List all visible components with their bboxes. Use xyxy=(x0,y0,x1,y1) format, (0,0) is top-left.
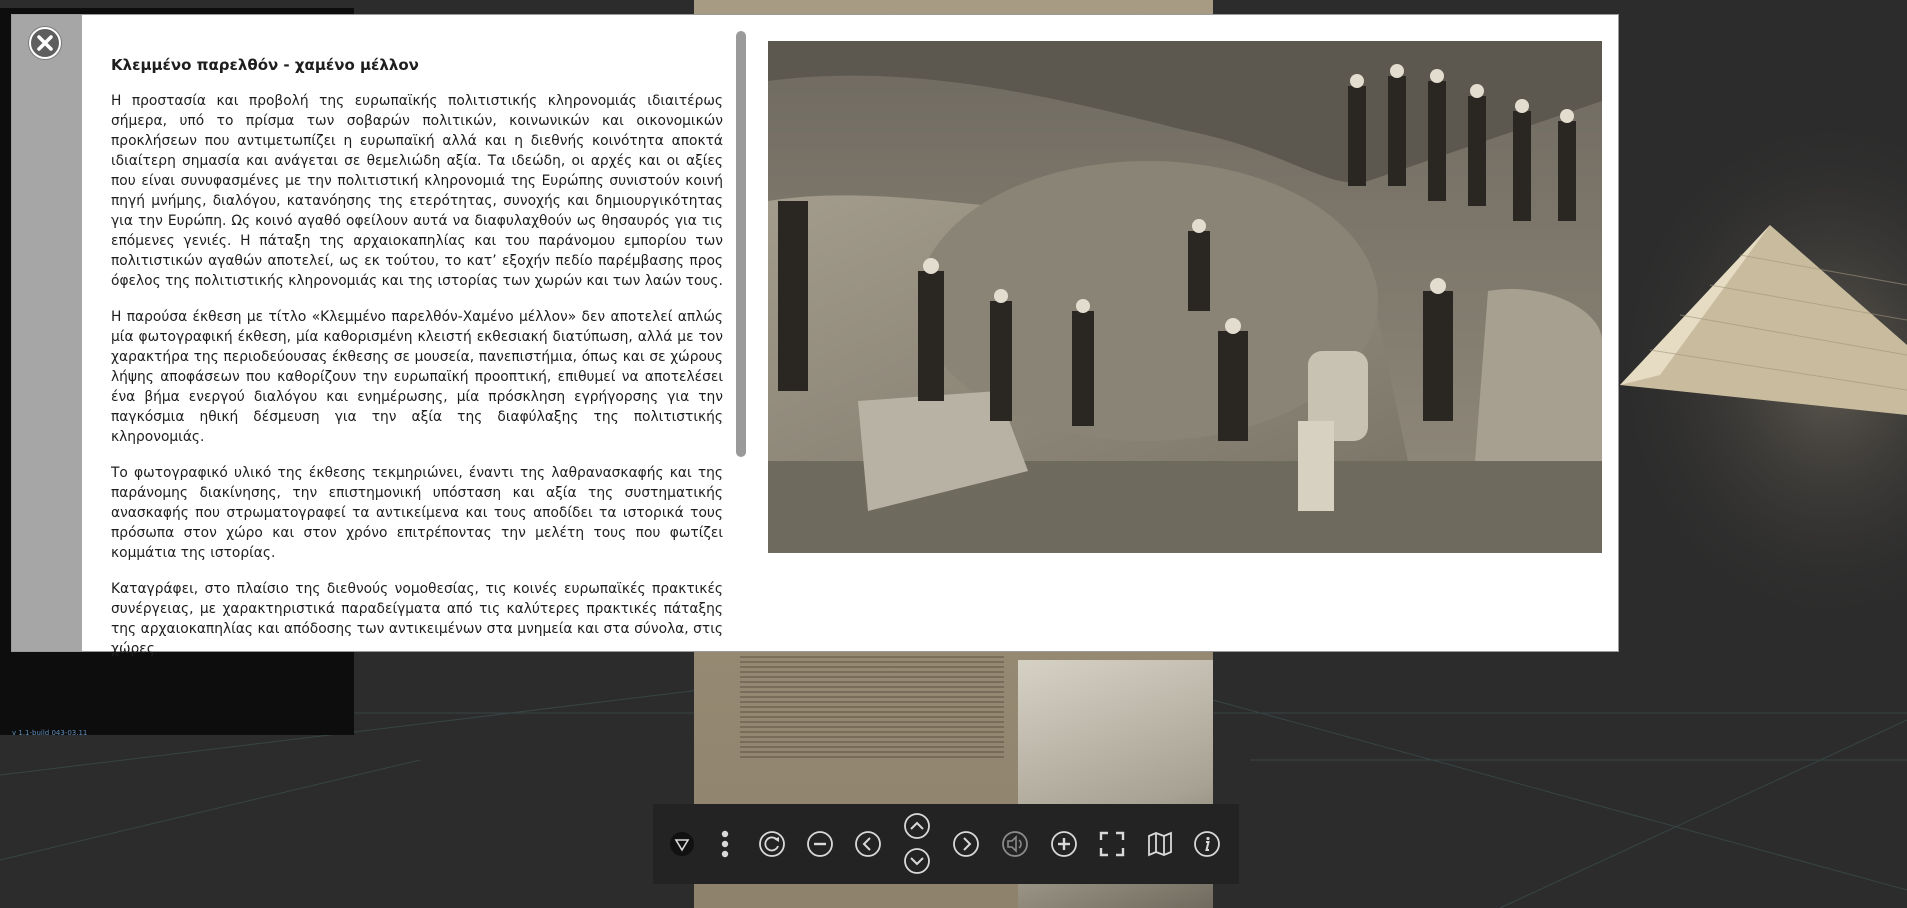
excavation-photograph xyxy=(768,41,1602,553)
chevron-right-icon xyxy=(952,830,980,858)
move-left-button[interactable] xyxy=(853,829,883,859)
zoom-out-button[interactable] xyxy=(805,829,835,859)
triangle-down-icon xyxy=(669,831,695,857)
sound-button[interactable] xyxy=(1000,829,1030,859)
zoom-in-button[interactable] xyxy=(1049,829,1079,859)
info-modal xyxy=(11,14,1619,657)
minus-circle-icon xyxy=(806,830,834,858)
modal-paragraph: Η παρούσα έκθεση με τίτλο «Κλεμμένο παρελθόν-Χαμένο μέλλον» δεν αποτελεί απλώς μία φωτογραφική έκθεση, μία καθορισμένη κλειστή εκθεσιακή διατύπωση, αλλά με τον χαρακτήρα της περιοδεύουσας έκθεσης σε μουσεία, πανεπιστήμια, όπως και σε χώρους λήψης αποφάσεων που καθορίζουν την ευρωπαϊκή προοπτική, επιθυμεί να αποτελέσει ένα βήμα ενεργού διαλόγου και ενημέρωσης, μία πρόσκληση εγρήγορσης για την παγκόσμια ηθική δέσμευση για την αξία της διαφύλαξης της πολιτιστικής κληρονομιάς. xyxy=(111,309,723,445)
scrollbar-thumb[interactable] xyxy=(736,31,746,457)
modal-paragraph: Το φωτογραφικό υλικό της έκθεσης τεκμηριώνει, έναντι της λαθρανασκαφής και της παράνομης διακίνησης, την επιστημονική υπόσταση και αξία της συστηματικής ανασκαφής που στρωματογραφεί τα αντικείμενα και τους αποδίδει τα ιστορικά τους πρόσωπα στον χώρο και στον χρόνο επιτρέποντας την μελέτη τους που φωτίζει κομμάτια της ιστορίας. xyxy=(111,465,723,561)
move-right-button[interactable] xyxy=(951,829,981,859)
wall-text-block xyxy=(740,656,1004,761)
plus-circle-icon xyxy=(1050,830,1078,858)
more-options-button[interactable] xyxy=(710,829,740,859)
modal-text-content[interactable] xyxy=(111,55,723,657)
speaker-icon xyxy=(1001,830,1029,858)
modal-paragraph: Καταγράφει, στο πλαίσιο της διεθνούς νομοθεσίας, τις κοινές ευρωπαϊκές πρακτικές συνέργειας, με χαρακτηριστικά παραδείγματα από τις καλύτερες πρακτικές πάταξης της αρχαιοκαπηλίας και απόδοσης των αντικειμένων στα μνημεία και στα σύνολα, στις χώρες xyxy=(111,581,723,657)
navigation-toolbar xyxy=(653,804,1239,884)
version-label: v 1.1-build 043-03.11 xyxy=(12,729,88,737)
chevron-left-icon xyxy=(854,830,882,858)
move-down-button[interactable] xyxy=(902,846,932,876)
modal-paragraph: Η προστασία και προβολή της ευρωπαϊκής πολιτιστικής κληρονομιάς ιδιαιτέρως σήμερα, υπό το πρίσμα των σοβαρών πολιτικών, κοινωνικών και οικονομικών προκλήσεων που αντιμετωπίζει η ευρωπαϊκή αλλά και η διεθνής κοινότητα αποκτά ιδιαίτερη σημασία και ανάγεται σε θεμελιώδη αξία. Τα ιδεώδη, οι αρχές και οι αξίες που είναι συνυφασμένες με την πολιτιστική κληρονομιά της Ευρώπης συνιστούν κοινή πηγή μνήμης, διαλόγου, κατανόησης της ετερότητας, συνοχής και δημιουργικότητας για την Ευρώπη. Ως κοινό αγαθό οφείλουν αυτά να διαφυλαχθούν ως θησαυρός για τις επόμενες γενιές. Η πάταξη της αρχαιοκαπηλίας και του παράνομου εμπορίου των πολιτιστικών αγαθών αποτελεί, ως εκ τούτου, το κατ’ εξοχήν πεδίο παρέμβασης προς όφελος της πολιτιστικής κληρονομιάς και της ιστορίας των χωρών και των λαών τους. xyxy=(111,93,723,289)
info-icon xyxy=(1193,830,1221,858)
vertical-dots-icon xyxy=(720,830,730,858)
info-button[interactable] xyxy=(1192,829,1222,859)
rotate-icon xyxy=(758,830,786,858)
modal-title: Κλεμμένο παρελθόν - χαμένο μέλλον xyxy=(111,56,419,74)
move-up-button[interactable] xyxy=(902,811,932,841)
toggle-toolbar-button[interactable] xyxy=(667,829,697,859)
chevron-down-icon xyxy=(903,847,931,875)
fullscreen-icon xyxy=(1098,830,1126,858)
pyramid-model[interactable] xyxy=(1620,225,1907,415)
scrollbar[interactable] xyxy=(736,31,746,594)
chevron-up-icon xyxy=(903,812,931,840)
fullscreen-button[interactable] xyxy=(1097,829,1127,859)
rotate-button[interactable] xyxy=(757,829,787,859)
modal-sidebar xyxy=(12,15,82,651)
map-icon xyxy=(1146,830,1174,858)
map-button[interactable] xyxy=(1145,829,1175,859)
close-icon xyxy=(35,33,55,53)
close-button[interactable] xyxy=(29,27,61,59)
